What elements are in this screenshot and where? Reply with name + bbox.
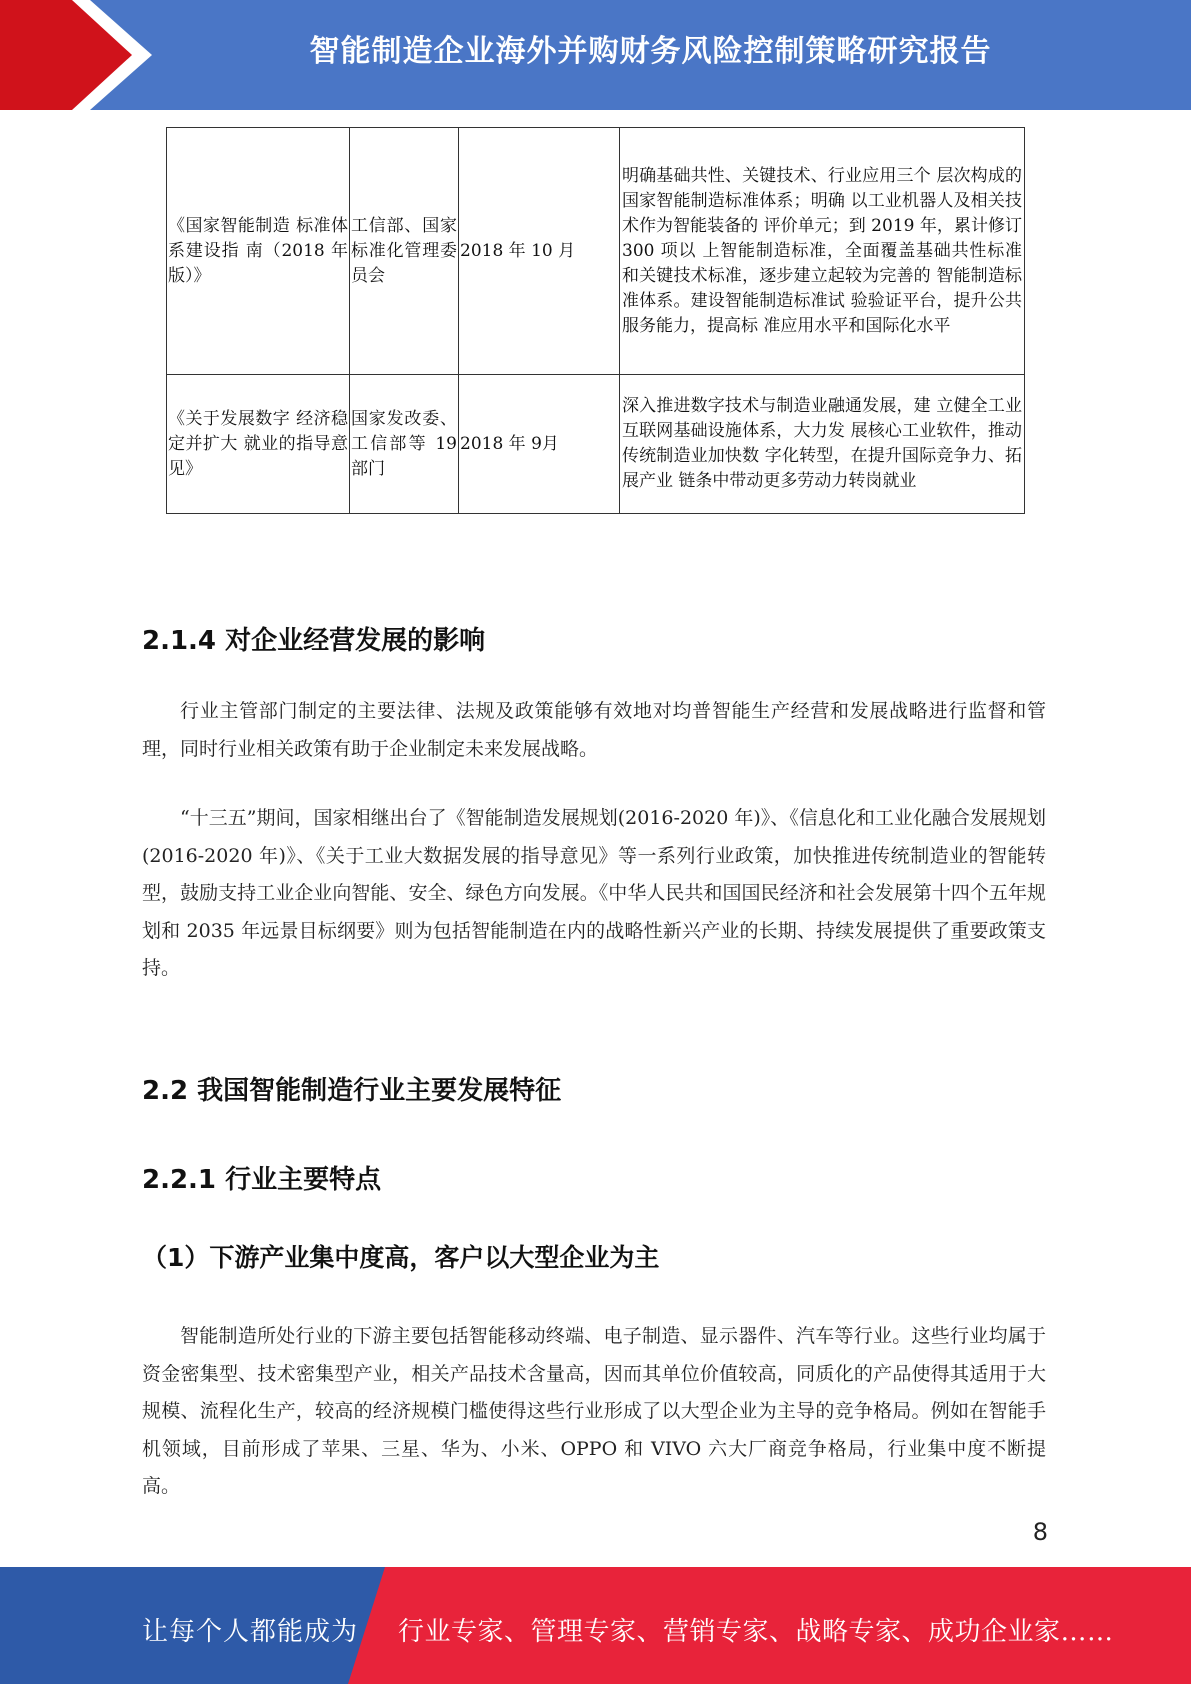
subsection-heading: （1）下游产业集中度高，客户以大型企业为主 xyxy=(142,1243,660,1272)
paragraph: 智能制造所处行业的下游主要包括智能移动终端、电子制造、显示器件、汽车等行业。这些行业均属于资金密集型、技术密集型产业，相关产品技术含量高，因而其单位价值较高，同质化的产品使得其适用于大规模、流程化生产，较高的经济规模门槛使得这些行业形成了以大型企业为主导的竞争格局。例如在智能手机领域，目前形成了苹果、三星、华为、小米、OPPO 和 VIVO 六大厂商竞争格局，行业集中度不断提高。 xyxy=(142,1325,1046,1497)
table-row xyxy=(167,128,1025,375)
footer-slogan-left: 让每个人都能成为 xyxy=(142,1617,359,1647)
footer-slogan-right: 行业专家、管理专家、营销专家、战略专家、成功企业家…… xyxy=(398,1617,1114,1647)
policy-table xyxy=(166,127,1025,514)
policy-content-cell: 深入推进数字技术与制造业融通发展，建 立健全工业互联网基础设施体系，大力发 展核心工业软件，推动传统制造业加快数 字化转型，在提升国际竞争力、拓展产业 链条中带动更多劳动力转岗就业 xyxy=(620,375,1025,514)
policy-date-cell: 2018 年 10 月 xyxy=(459,128,620,375)
policy-name-cell: 《关于发展数字 经济稳定并扩大 就业的指导意见》 xyxy=(167,375,350,514)
policy-issuer-cell: 工信部、国家标准化管理委员会 xyxy=(350,128,459,375)
paragraph: 行业主管部门制定的主要法律、法规及政策能够有效地对均普智能生产经营和发展战略进行监督和管理，同时行业相关政策有助于企业制定未来发展战略。 xyxy=(142,700,1046,760)
section-heading-2-2: 2.2 我国智能制造行业主要发展特征 xyxy=(142,1076,562,1106)
policy-issuer-cell: 国家发改委、工信部等 19 部门 xyxy=(350,375,459,514)
policy-date-cell: 2018 年 9月 xyxy=(459,375,620,514)
header-arrow-graphic xyxy=(0,0,180,110)
page-header xyxy=(0,0,1191,110)
policy-content-cell: 明确基础共性、关键技术、行业应用三个 层次构成的国家智能制造标准体系；明确 以工业机器人及相关技术作为智能装备的 评价单元；到 2019 年，累计修订 300 项以 上智能制造标准，全面覆盖基础共性标准 和关键技术标准，逐步建立起较为完善的 智能制造标准体系。建设智能制造标准试 验验证平台，提升公共服务能力，提高标 准应用水平和国际化水平 xyxy=(620,128,1025,375)
page-number: 8 xyxy=(1032,1518,1048,1546)
table-row xyxy=(167,375,1025,514)
report-title: 智能制造企业海外并购财务风险控制策略研究报告 xyxy=(309,34,992,69)
page-footer xyxy=(0,1567,1191,1684)
policy-name-cell: 《国家智能制造 标准体系建设指 南（2018 年版）》 xyxy=(167,128,350,375)
section-heading-2-1-4: 2.1.4 对企业经营发展的影响 xyxy=(142,626,486,656)
section-heading-2-2-1: 2.2.1 行业主要特点 xyxy=(142,1165,382,1195)
paragraph: “十三五”期间，国家相继出台了《智能制造发展规划(2016-2020 年)》、《信息化和工业化融合发展规划(2016-2020 年)》、《关于工业大数据发展的指导意见》等一系列行业政策，加快推进传统制造业的智能转型，鼓励支持工业企业向智能、安全、绿色方向发展。《中华人民共和国国民经济和社会发展第十四个五年规划和 2035 年远景目标纲要》则为包括智能制造在内的战略性新兴产业的长期、持续发展提供了重要政策支持。 xyxy=(142,807,1046,979)
